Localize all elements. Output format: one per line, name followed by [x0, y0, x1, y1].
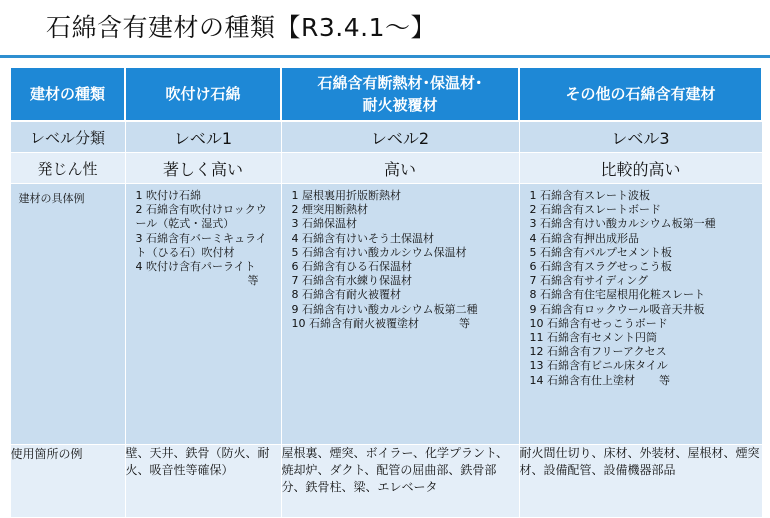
list-item: [530, 374, 758, 388]
list-item: 4 吹付け含有パーライト: [135, 260, 256, 274]
list-item: 2 煙突用断熱材: [291, 203, 368, 217]
spec-col-2: [281, 184, 519, 445]
table-header-row: [10, 67, 762, 121]
list-item: 6 石綿含有スラグせっこう板: [529, 260, 672, 274]
list-item: 8 石綿含有住宅屋根用化粧スレート: [529, 288, 705, 302]
spec-list-3: [520, 184, 762, 388]
header-other-materials: その他の石綿含有建材: [519, 67, 762, 121]
list-item: 10 石綿含有せっこうボード: [529, 316, 668, 330]
list-item-text: 14 石綿含有仕上塗材: [529, 373, 635, 387]
list-item: [292, 317, 515, 331]
list-item: 8 石綿含有耐火被覆材: [291, 288, 401, 302]
dust-cell-1: 著しく高い: [125, 153, 281, 184]
level-2-cell: レベル2: [281, 121, 519, 153]
dust-cell-3: 比較的高い: [519, 153, 762, 184]
list-item: 1 屋根裏用折版断熱材: [291, 189, 401, 202]
dust-cell-2: 高い: [281, 153, 519, 184]
use-row-label: 使用箇所の例: [10, 445, 125, 518]
dust-generation-row: [10, 153, 762, 184]
use-cell-2: 屋根裏、煙突、ボイラー、化学プラント、焼却炉、ダクト、配管の屈曲部、鉄骨部分、鉄骨柱、梁、エレベータ: [281, 445, 519, 518]
list-item: 5 石綿含有けい酸カルシウム保温材: [291, 245, 467, 259]
usage-examples-row: [10, 445, 762, 518]
list-item-text: 10 石綿含有耐火被覆塗材: [291, 316, 419, 330]
list-item: 9 石綿含有けい酸カルシウム板第二種: [291, 302, 478, 316]
level-row: [10, 121, 762, 153]
spec-list-1: [126, 184, 281, 288]
header-insulation-fireproofing: 石綿含有断熱材･保温材･ 耐火被覆材: [281, 67, 519, 121]
list-item: 1 吹付け石綿: [135, 189, 201, 202]
list-item: 1 石綿含有スレート波板: [529, 189, 650, 202]
spec-row-label: 建材の具体例: [10, 184, 125, 445]
level-3-cell: レベル3: [519, 121, 762, 153]
header-material-type: 建材の種類: [10, 67, 125, 121]
list-item: 3 石綿含有けい酸カルシウム板第一種: [529, 217, 716, 231]
etc-label: 等: [659, 373, 670, 387]
list-item: 13 石綿含有ビニル床タイル: [529, 359, 668, 373]
list-item: 4 石綿含有けいそう土保温材: [291, 231, 434, 245]
page-title: 石綿含有建材の種類【R3.4.1～】: [46, 13, 436, 42]
spec-col-1: [125, 184, 281, 445]
level-1-cell: レベル1: [125, 121, 281, 153]
list-item: 2 石綿含有吹付けロックウール（乾式・湿式）: [135, 203, 267, 231]
list-item: 12 石綿含有フリーアクセス: [529, 345, 667, 359]
dust-row-label: 発じん性: [10, 153, 125, 184]
header-sprayed-asbestos: 吹付け石綿: [125, 67, 281, 121]
spec-col-3: [519, 184, 762, 445]
specific-examples-row: [10, 184, 762, 445]
list-item: 4 石綿含有押出成形品: [529, 231, 639, 245]
level-row-label: レベル分類: [10, 121, 125, 153]
use-cell-1: 壁、天井、鉄骨（防火、耐火、吸音性等確保）: [125, 445, 281, 518]
use-cell-3: 耐火間仕切り、床材、外装材、屋根材、煙突材、設備配管、設備機器部品: [519, 445, 762, 518]
etc-label: 等: [247, 274, 259, 288]
etc-label: 等: [459, 316, 470, 330]
list-item: 5 石綿含有パルプセメント板: [529, 245, 672, 259]
list-item: 7 石綿含有サイディング: [529, 274, 649, 288]
list-item: 2 石綿含有スレートボード: [529, 203, 661, 217]
title-underline: [0, 55, 770, 58]
list-item: 11 石綿含有セメント円筒: [529, 331, 657, 345]
list-item: 9 石綿含有ロックウール吸音天井板: [529, 302, 705, 316]
list-item: 7 石綿含有水練り保温材: [291, 274, 412, 288]
list-item: 6 石綿含有ひる石保温材: [291, 260, 412, 274]
asbestos-table: [9, 66, 763, 518]
list-item: 3 石綿含有バーミキュライト（ひる石）吹付材: [135, 231, 267, 259]
list-item: 3 石綿保温材: [291, 217, 357, 231]
spec-list-2: [282, 184, 519, 331]
